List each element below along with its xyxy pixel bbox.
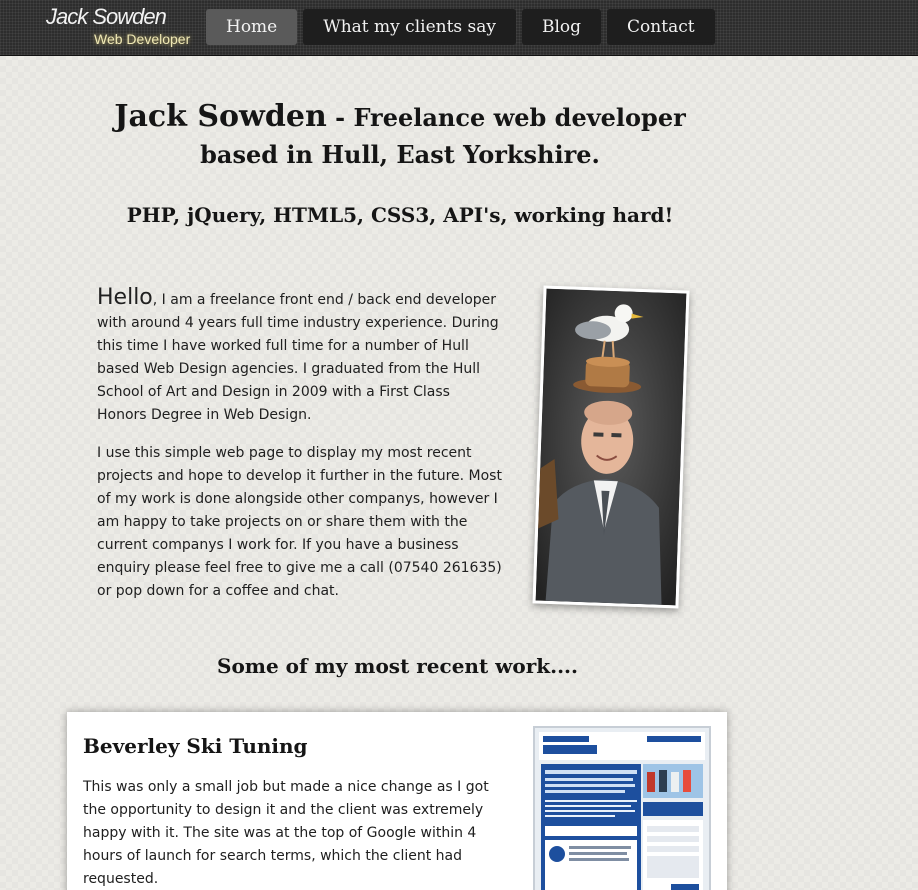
tagline: PHP, jQuery, HTML5, CSS3, API's, working hard! bbox=[126, 203, 674, 227]
recent-work-heading: Some of my most recent work.... bbox=[217, 654, 578, 678]
page-title bbox=[90, 96, 710, 169]
profile-photo-image bbox=[536, 289, 687, 606]
hello-word: Hello bbox=[97, 285, 153, 310]
top-bar bbox=[0, 0, 918, 56]
project-description: This was only a small job but made a nice change as I got the opportunity to design it and the client was extremely happy with it. The site was at the top of Google within 4 hours of launch for search terms, which the client had requested. bbox=[83, 779, 489, 887]
project-card bbox=[67, 712, 727, 890]
project-title[interactable]: Beverley Ski Tuning bbox=[83, 734, 308, 758]
project-thumbnail-image bbox=[535, 728, 709, 890]
nav-clients[interactable]: What my clients say bbox=[303, 9, 516, 45]
logo-name: Jack Sowden bbox=[46, 4, 166, 29]
main-nav bbox=[206, 9, 715, 45]
logo-subtitle: Web Developer bbox=[94, 31, 191, 47]
site-logo[interactable] bbox=[46, 4, 206, 52]
page-title-location: based in Hull, East Yorkshire. bbox=[200, 140, 600, 169]
project-thumbnail[interactable] bbox=[533, 726, 711, 890]
nav-home[interactable]: Home bbox=[206, 9, 297, 45]
nav-blog[interactable]: Blog bbox=[522, 9, 601, 45]
page-title-role: - Freelance web developer bbox=[326, 103, 686, 132]
nav-contact[interactable]: Contact bbox=[607, 9, 715, 45]
intro-paragraph-1 bbox=[97, 286, 502, 427]
intro-text-1: , I am a freelance front end / back end developer with around 4 years full time industry experience. During this time I have worked full time for a number of Hull based Web Design agencies. I graduated from the Hull School of Art and Design in 2009 with a First Class Honors Degree in Web Design. bbox=[97, 292, 499, 423]
page-title-name: Jack Sowden bbox=[114, 99, 327, 134]
profile-photo bbox=[532, 286, 689, 609]
intro-section bbox=[97, 286, 502, 618]
intro-paragraph-2: I use this simple web page to display my most recent projects and hope to develop it further in the future. Most of my work is done alongside other companys, however I am happy to take projects on or share them with the current companys I work for. If you have a business enquiry please feel free to give me a call (07540 261635) or pop down for a coffee and chat. bbox=[97, 445, 502, 599]
